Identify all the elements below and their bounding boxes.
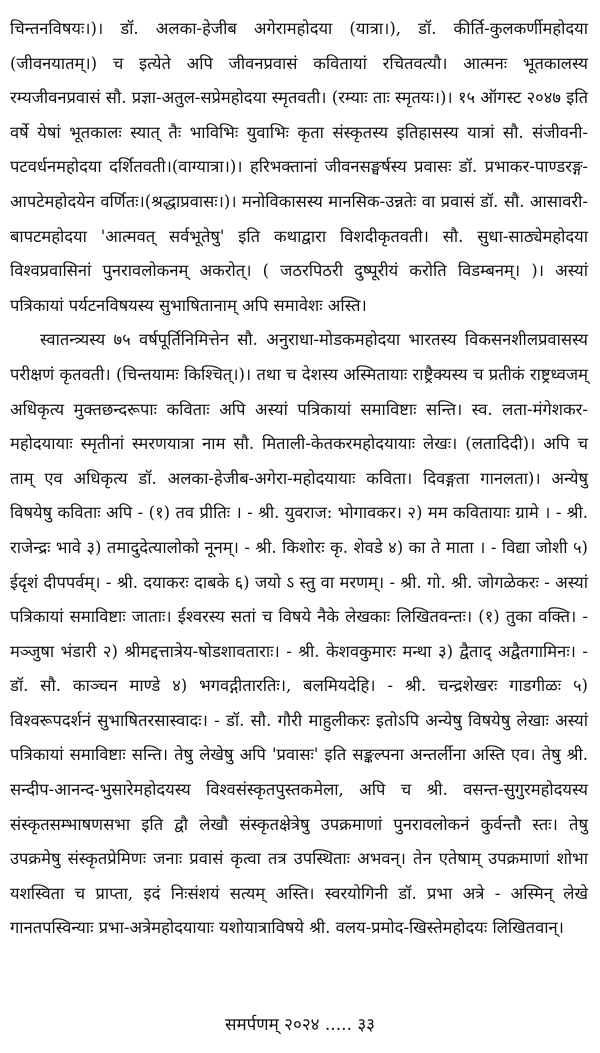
- paragraph-2: स्वातन्त्र्यस्य ७५ वर्षपूर्तिनिमित्तेन सौ. अनुराधा-मोडकमहोदया भारतस्य विकसनशीलप्रवासस्य परीक्षणं कृतवती। (चिन्तयामः किश्चित्।)। तथा च देशस्य अस्मितायाः राष्ट्रैक्यस्य च प्रतीकं राष्ट्रध्वजम् अधिकृत्य मुक्तछन्दरूपाः कविताः अपि अस्यां पत्रिकायां समाविष्टाः सन्ति। स्व. लता-मंगेशकर-महोदयायाः स्मृतीनां स्मरणयात्रा नाम सौ. मिताली-केतकरमहोदयायाः लेखः। (लतादिदी)। अपि च ताम् एव अधिकृत्य डॉ. अलका-हेजीब-अगेरा-महोदयायाः कविता। दिवङ्गता गानलता)। अन्येषु विषयेषु कविताः अपि - (१) तव प्रीतिः । - श्री. युवराज: भोगावकर। २) मम कवितायाः ग्रामे । - श्री. राजेन्द्रः भावे ३) तमादुदेत्यालोको नूनम्। - श्री. किशोरः कृ. शेवडे ४) का ते माता । - विद्या जोशी ५) ईदृशं दीपपर्वम्। - श्री. दयाकरः दाबके ६) जयो ऽ स्तु वा मरणम्। - श्री. गो. श्री. जोगळेकरः - अस्यां पत्रिकायां समाविष्टाः जाताः। ईश्वरस्य सतां च विषये नैके लेखकाः लिखितवन्तः। (१) तुका वक्ति। - मञ्जुषा भंडारी २) श्रीमद्दत्तात्रेय-षोडशावताराः। - श्री. केशवकुमारः मन्था ३) द्वैताद् अद्वैतगामिनः। - डॉ. सौ. काञ्चन माण्डे ४) भगवद्गीतारतिः।, बलमियदेहि। - श्री. चन्द्रशेखरः गाडगीळः ५) विश्वरूपदर्शनं सुभाषितरसास्वादः। - डॉ. सौ. गौरी माहुलीकरः इतोऽपि अन्येषु विषयेषु लेखाः अस्यां पत्रिकायां समाविष्टाः सन्ति। तेषु लेखेषु अपि 'प्रवासः' इति सङ्कल्पना अन्तर्लीना अस्ति एव। तेषु श्री. सन्दीप-आनन्द-भुसारेमहोदयस्य विश्वसंस्कृतपुस्तकमेला, अपि च श्री. वसन्त-सुगुरमहोदयस्य संस्कृतसम्भाषणसभा इति द्वौ लेखौ संस्कृतक्षेत्रेषु उपक्रमाणां पुनरावलोकनं कुर्वन्तौ स्तः। तेषु उपक्रमेषु संस्कृतप्रेमिणः जनाः प्रवासं कृत्वा तत्र उपस्थिताः अभवन्। तेन एतेषाम् उपक्रमाणां शोभा यशस्विता च प्राप्ता, इदं निःसंशयं सत्यम् अस्ति। स्वरयोगिनी डॉ. प्रभा अत्रे - अस्मिन् लेखे गानतपस्विन्याः प्रभा-अत्रेमहोदयायाः यशोयात्राविषये श्री. वलय-प्रमोद-खिस्तेमहोदयः लिखितवान्।: [10, 330, 588, 938]
- page-footer: समर्पणम् २०२४ ..... ३३: [224, 1015, 376, 1035]
- page-body: [10, 12, 588, 946]
- paragraph-1: चिन्तनविषयः।)। डॉ. अलका-हेजीब अगेरामहोदया (यात्रा।), डॉ. कीर्ति-कुलकर्णीमहोदया (जीवनयातम्।) च इत्येते अपि जीवनप्रवासं कवितायां रचितवत्यौ। आत्मनः भूतकालस्य रम्यजीवनप्रवासं सौ. प्रज्ञा-अतुल-सप्रेमहोदया स्मृतवती। (रम्याः ताः स्मृतयः।)। १५ ऑगस्ट २०४७ इति वर्षे येषां भूतकालः स्यात् तैः भाविभिः युवाभिः कृता संस्कृतस्य इतिहासस्य यात्रां सौ. संजीवनी-पटवर्धनमहोदया दर्शितवती।(वाग्यात्रा।)। हरिभक्तानां जीवनसङ्घर्षस्य प्रवासः डॉ. प्रभाकर-पाण्डरङ्ग-आपटेमहोदयेन वर्णितः।(श्रद्धाप्रवासः।)। मनोविकासस्य मानसिक-उन्नतेः वा प्रवासं डॉ. सौ. आसावरी-बापटमहोदया 'आत्मवत् सर्वभूतेषु' इति कथाद्वारा विशदीकृतवती। सौ. सुधा-साठ्येमहोदया विश्वप्रवासिनां पुनरावलोकनम् अकरोत्। ( जठरपिठरी दुष्पूरीयं करोति विडम्बनम्। )। अस्यां पत्रिकायां पर्यटनविषयस्य सुभाषितानाम् अपि समावेशः अस्ति।: [10, 19, 588, 315]
